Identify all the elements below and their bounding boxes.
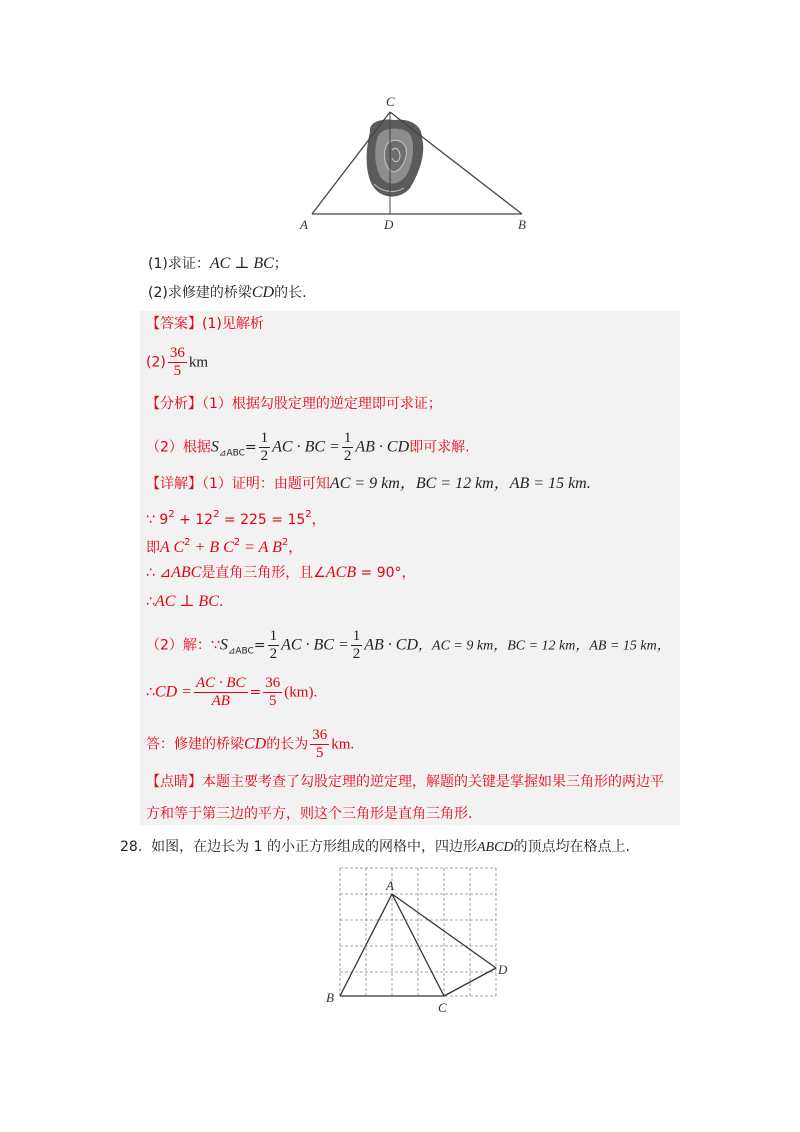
answer-line-2: (2) $\frac{36}{5}$ km bbox=[146, 345, 209, 379]
label-b: B bbox=[518, 217, 526, 232]
detail-line-5: ∴AC ⊥ BC. bbox=[146, 593, 224, 610]
question-part-2: (2)求修建的桥梁CD的长. bbox=[148, 284, 307, 301]
comment-line-2: 方和等于第三边的平方，则这个三角形是直角三角形. bbox=[146, 806, 473, 822]
detail-line-2: ∵ $9^2 + 12^2 = 225 = 15^2$， bbox=[146, 509, 326, 528]
detail-line-3: 即A $C^2 + B$ $C^2 = A$ $B^2$， bbox=[146, 537, 303, 556]
fraction-36-5: $\frac{36}{5}$ bbox=[169, 345, 185, 379]
grid-quadrilateral-figure bbox=[322, 862, 514, 1020]
answer-line-1: 【答案】(1)见解析 bbox=[146, 316, 264, 332]
fraction-36-5: $\frac{36}{5}$ bbox=[265, 675, 281, 709]
fraction-cd: $\frac{AC \cdot BC}{AB}$ bbox=[195, 675, 246, 709]
fraction-half: $\frac{1}{2}$ bbox=[352, 628, 361, 662]
label-a: A bbox=[300, 217, 308, 232]
detail-line-7: ∴CD = $\frac{AC \cdot BC}{AB}$ = $\frac{36}{5}$ (km). bbox=[146, 675, 318, 709]
analysis-line-2: （2）根据$S_{⊿ABC}=$ $\frac{1}{2}$ AC · BC = $\frac{1}{2}$ AB · CD即可求解. bbox=[146, 430, 470, 464]
fraction-half: $\frac{1}{2}$ bbox=[269, 628, 278, 662]
grid-label-a: A bbox=[386, 878, 394, 893]
detail-line-1: 【详解】（1）证明：由题可知AC = 9 km，BC = 12 km，AB = 15 km. bbox=[146, 475, 591, 492]
detail-line-4: ∴ ⊿ABC是直角三角形，且∠ACB = 90°， bbox=[146, 564, 416, 581]
question-28: 28. 如图，在边长为 1 的小正方形组成的网格中，四边形ABCD的顶点均在格点上. bbox=[120, 839, 630, 855]
triangle-bridge-figure bbox=[290, 92, 540, 234]
label-d: D bbox=[384, 217, 394, 232]
comment-line-1: 【点睛】本题主要考查了勾股定理的逆定理，解题的关键是掌握如果三角形的两边平 bbox=[146, 774, 664, 790]
grid-label-d: D bbox=[498, 962, 508, 977]
fraction-half: $\frac{1}{2}$ bbox=[343, 430, 352, 464]
fraction-half: $\frac{1}{2}$ bbox=[260, 430, 269, 464]
detail-answer-line: 答：修建的桥梁CD的长为 $\frac{36}{5}$ km. bbox=[146, 727, 355, 761]
fraction-36-5: $\frac{36}{5}$ bbox=[312, 727, 328, 761]
grid-label-c: C bbox=[438, 1000, 447, 1015]
label-c: C bbox=[386, 94, 395, 109]
detail-line-6: （2）解：$\because S_{⊿ABC}=$ $\frac{1}{2}$ AC · BC = $\frac{1}{2}$ AB · CD，AC = 9 km，BC = 12 km，AB = 15 km， bbox=[146, 628, 671, 662]
question-part-1: (1)求证：AC ⊥ BC； bbox=[148, 255, 288, 272]
grid-label-b: B bbox=[326, 990, 334, 1005]
analysis-line-1: 【分析】（1）根据勾股定理的逆定理即可求证； bbox=[146, 396, 442, 412]
dashed-grid bbox=[340, 868, 496, 996]
